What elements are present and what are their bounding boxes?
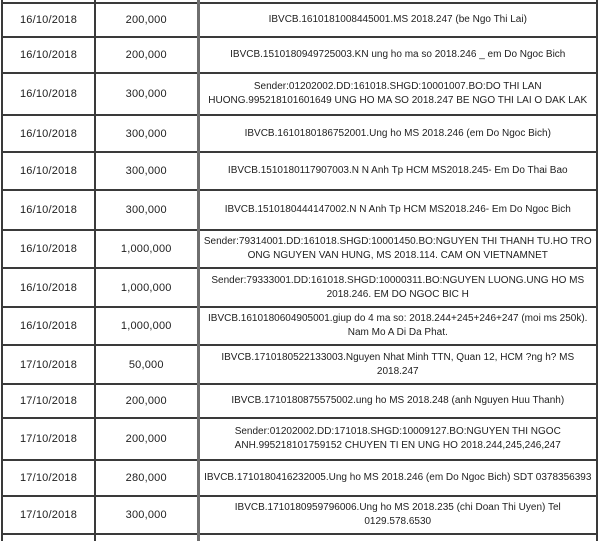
description-cell: IBVCB.1710180522133003.Nguyen Nhat Minh TTN, Quan 12, HCM ?ng h? MS 2018.247: [198, 345, 597, 384]
description-cell: IBVCB.1510180949725003.KN ung ho ma so 2018.246 _ em Do Ngoc Bich: [198, 37, 597, 73]
table-row: [2, 460, 597, 496]
table-row: [2, 3, 597, 37]
table-row: [2, 37, 597, 73]
date-cell: [2, 534, 95, 541]
description-cell: IBVCB.1710180416232005.Ung ho MS 2018.246 (em Do Ngoc Bich) SDT 0378356393: [198, 460, 597, 496]
date-cell: 16/10/2018: [2, 268, 95, 307]
amount-cell: 1,000,000: [95, 307, 198, 345]
description-cell: Sender:01202002.DD:171018.SHGD:10009127.BO:NGUYEN THI NGOC ANH.995218101759152 CHUYEN TI EN UNG HO 2018.244,245,246,247: [198, 418, 597, 460]
table-row: [2, 268, 597, 307]
amount-cell: 280,000: [95, 460, 198, 496]
table-row: [2, 384, 597, 418]
date-cell: 16/10/2018: [2, 115, 95, 152]
amount-cell: 50,000: [95, 345, 198, 384]
amount-cell: 300,000: [95, 152, 198, 190]
date-cell: 16/10/2018: [2, 307, 95, 345]
date-cell: 16/10/2018: [2, 73, 95, 115]
description-cell: IBVCB.1610180604905001.giup do 4 ma so: 2018.244+245+246+247 (moi ms 250k). Nam Mo A Di Da Phat.: [198, 307, 597, 345]
table-row: [2, 230, 597, 268]
amount-cell: 300,000: [95, 73, 198, 115]
table-body: [2, 3, 597, 534]
date-cell: 16/10/2018: [2, 190, 95, 230]
date-cell: 16/10/2018: [2, 152, 95, 190]
table-row: [2, 496, 597, 534]
date-cell: 17/10/2018: [2, 460, 95, 496]
table-row: [2, 345, 597, 384]
date-cell: 16/10/2018: [2, 230, 95, 268]
table-row: [2, 152, 597, 190]
date-cell: 16/10/2018: [2, 3, 95, 37]
date-cell: 16/10/2018: [2, 37, 95, 73]
table-row: [2, 190, 597, 230]
table-row: [2, 115, 597, 152]
amount-cell: 200,000: [95, 3, 198, 37]
description-cell: IBVCB.1710180959796006.Ung ho MS 2018.235 (chi Doan Thi Uyen) Tel 0129.578.6530: [198, 496, 597, 534]
amount-cell: 300,000: [95, 190, 198, 230]
amount-cell: 200,000: [95, 418, 198, 460]
amount-cell: 200,000: [95, 384, 198, 418]
amount-cell: 300,000: [95, 115, 198, 152]
date-cell: 17/10/2018: [2, 384, 95, 418]
description-cell: [198, 534, 597, 541]
description-cell: IBVCB.1510180117907003.N N Anh Tp HCM MS2018.245- Em Do Thai Bao: [198, 152, 597, 190]
amount-cell: 1,000,000: [95, 268, 198, 307]
description-cell: Sender:01202002.DD:161018.SHGD:10001007.BO:DO THI LAN HUONG.995218101601649 UNG HO MA SO 2018.247 BE NGO THI LAI O DAK LAK: [198, 73, 597, 115]
table-row: [2, 73, 597, 115]
amount-cell: 300,000: [95, 496, 198, 534]
date-cell: 17/10/2018: [2, 496, 95, 534]
partial-row-bottom: [2, 534, 597, 541]
amount-cell: [95, 534, 198, 541]
date-cell: 17/10/2018: [2, 418, 95, 460]
donation-table: [1, 0, 598, 541]
amount-cell: 1,000,000: [95, 230, 198, 268]
description-cell: Sender:79314001.DD:161018.SHGD:10001450.BO:NGUYEN THI THANH TU.HO TRO ONG NGUYEN VAN HUNG, MS 2018.114. CAM ON VIETNAMNET: [198, 230, 597, 268]
table-row-cutoff-bottom: [2, 534, 597, 541]
description-cell: IBVCB.1610180186752001.Ung ho MS 2018.246 (em Do Ngoc Bich): [198, 115, 597, 152]
description-cell: IBVCB.1610181008445001.MS 2018.247 (be Ngo Thi Lai): [198, 3, 597, 37]
table-row: [2, 418, 597, 460]
table-row: [2, 307, 597, 345]
description-cell: IBVCB.1510180444147002.N N Anh Tp HCM MS2018.246- Em Do Ngoc Bich: [198, 190, 597, 230]
amount-cell: 200,000: [95, 37, 198, 73]
description-cell: IBVCB.1710180875575002.ung ho MS 2018.248 (anh Nguyen Huu Thanh): [198, 384, 597, 418]
date-cell: 17/10/2018: [2, 345, 95, 384]
description-cell: Sender:79333001.DD:161018.SHGD:10000311.BO:NGUYEN LUONG.UNG HO MS 2018.246. EM DO NGOC BIC H: [198, 268, 597, 307]
